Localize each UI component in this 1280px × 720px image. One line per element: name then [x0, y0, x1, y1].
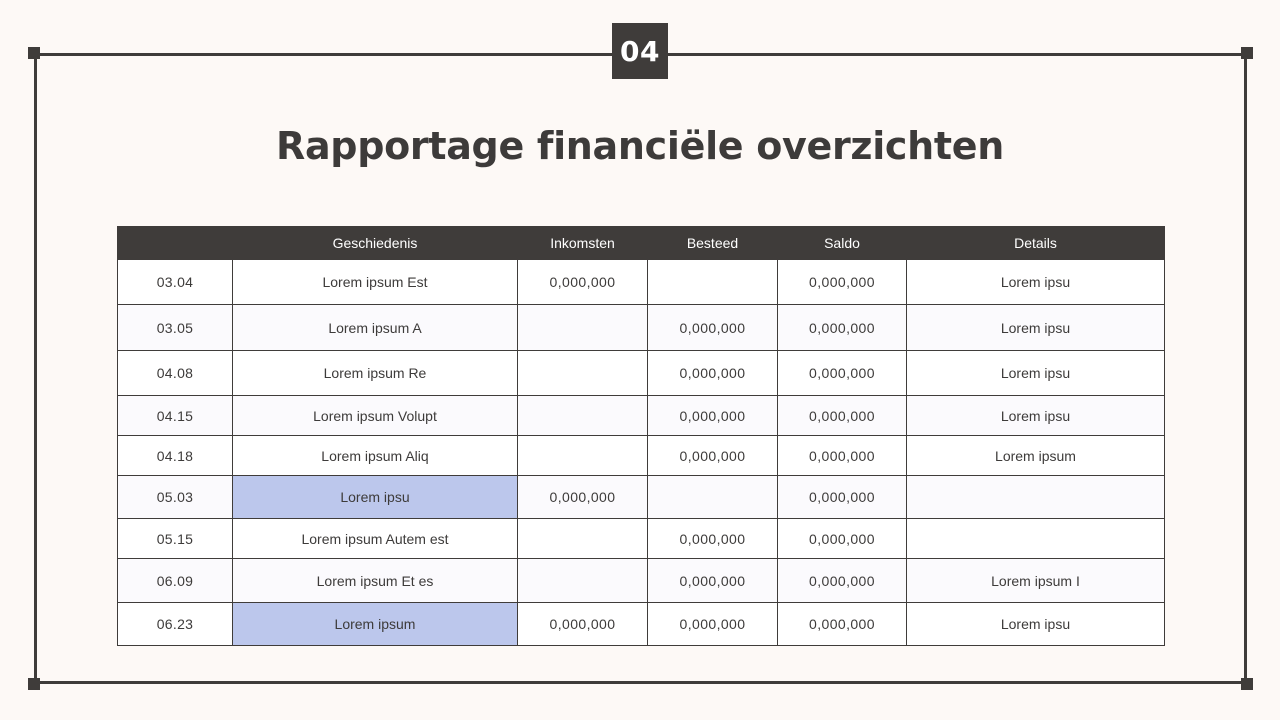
cell-date: 03.05	[118, 305, 233, 351]
cell-history: Lorem ipsum Volupt	[233, 396, 518, 436]
cell-details: Lorem ipsum	[907, 436, 1165, 476]
cell-date: 04.15	[118, 396, 233, 436]
cell-date: 06.09	[118, 559, 233, 603]
cell-income	[518, 436, 648, 476]
header-spent: Besteed	[648, 227, 778, 260]
cell-balance: 0,000,000	[778, 305, 907, 351]
cell-balance: 0,000,000	[778, 476, 907, 519]
cell-details: Lorem ipsu	[907, 351, 1165, 396]
table-row	[118, 351, 1165, 396]
cell-spent	[648, 476, 778, 519]
header-balance: Saldo	[778, 227, 907, 260]
cell-income: 0,000,000	[518, 603, 648, 646]
cell-history: Lorem ipsum Re	[233, 351, 518, 396]
table-row	[118, 476, 1165, 519]
cell-spent: 0,000,000	[648, 436, 778, 476]
cell-spent: 0,000,000	[648, 305, 778, 351]
frame-corner-bottom-left	[28, 678, 40, 690]
cell-details: Lorem ipsu	[907, 260, 1165, 305]
slide-number-badge: 04	[612, 23, 668, 79]
cell-spent: 0,000,000	[648, 603, 778, 646]
cell-details	[907, 519, 1165, 559]
cell-date: 05.15	[118, 519, 233, 559]
cell-history: Lorem ipsum A	[233, 305, 518, 351]
cell-income	[518, 519, 648, 559]
cell-date: 04.18	[118, 436, 233, 476]
cell-spent: 0,000,000	[648, 396, 778, 436]
header-income: Inkomsten	[518, 227, 648, 260]
cell-date: 06.23	[118, 603, 233, 646]
cell-history: Lorem ipsum Est	[233, 260, 518, 305]
cell-details: Lorem ipsum I	[907, 559, 1165, 603]
cell-income	[518, 351, 648, 396]
frame-corner-bottom-right	[1241, 678, 1253, 690]
page-title: Rapportage financiële overzichten	[275, 124, 1005, 168]
financial-table	[117, 226, 1165, 646]
cell-history: Lorem ipsum Et es	[233, 559, 518, 603]
table-row	[118, 260, 1165, 305]
table-row	[118, 436, 1165, 476]
frame-corner-top-right	[1241, 47, 1253, 59]
cell-history: Lorem ipsum Aliq	[233, 436, 518, 476]
cell-income	[518, 559, 648, 603]
cell-date: 03.04	[118, 260, 233, 305]
cell-balance: 0,000,000	[778, 603, 907, 646]
cell-history: Lorem ipsum Autem est	[233, 519, 518, 559]
table-row	[118, 396, 1165, 436]
cell-balance: 0,000,000	[778, 436, 907, 476]
table-row	[118, 603, 1165, 646]
header-details: Details	[907, 227, 1165, 260]
cell-spent	[648, 260, 778, 305]
cell-date: 04.08	[118, 351, 233, 396]
table-row	[118, 559, 1165, 603]
cell-details: Lorem ipsu	[907, 603, 1165, 646]
cell-spent: 0,000,000	[648, 519, 778, 559]
cell-balance: 0,000,000	[778, 519, 907, 559]
cell-balance: 0,000,000	[778, 260, 907, 305]
cell-income: 0,000,000	[518, 476, 648, 519]
cell-balance: 0,000,000	[778, 351, 907, 396]
header-date	[118, 227, 233, 260]
cell-date: 05.03	[118, 476, 233, 519]
cell-spent: 0,000,000	[648, 351, 778, 396]
cell-income: 0,000,000	[518, 260, 648, 305]
table-row	[118, 519, 1165, 559]
cell-details	[907, 476, 1165, 519]
cell-balance: 0,000,000	[778, 396, 907, 436]
cell-history: Lorem ipsum	[233, 603, 518, 646]
cell-balance: 0,000,000	[778, 559, 907, 603]
header-history: Geschiedenis	[233, 227, 518, 260]
cell-history: Lorem ipsu	[233, 476, 518, 519]
table-body	[118, 260, 1165, 646]
cell-details: Lorem ipsu	[907, 305, 1165, 351]
cell-income	[518, 396, 648, 436]
table-header-row	[118, 227, 1165, 260]
cell-details: Lorem ipsu	[907, 396, 1165, 436]
frame-corner-top-left	[28, 47, 40, 59]
cell-income	[518, 305, 648, 351]
cell-spent: 0,000,000	[648, 559, 778, 603]
table-row	[118, 305, 1165, 351]
